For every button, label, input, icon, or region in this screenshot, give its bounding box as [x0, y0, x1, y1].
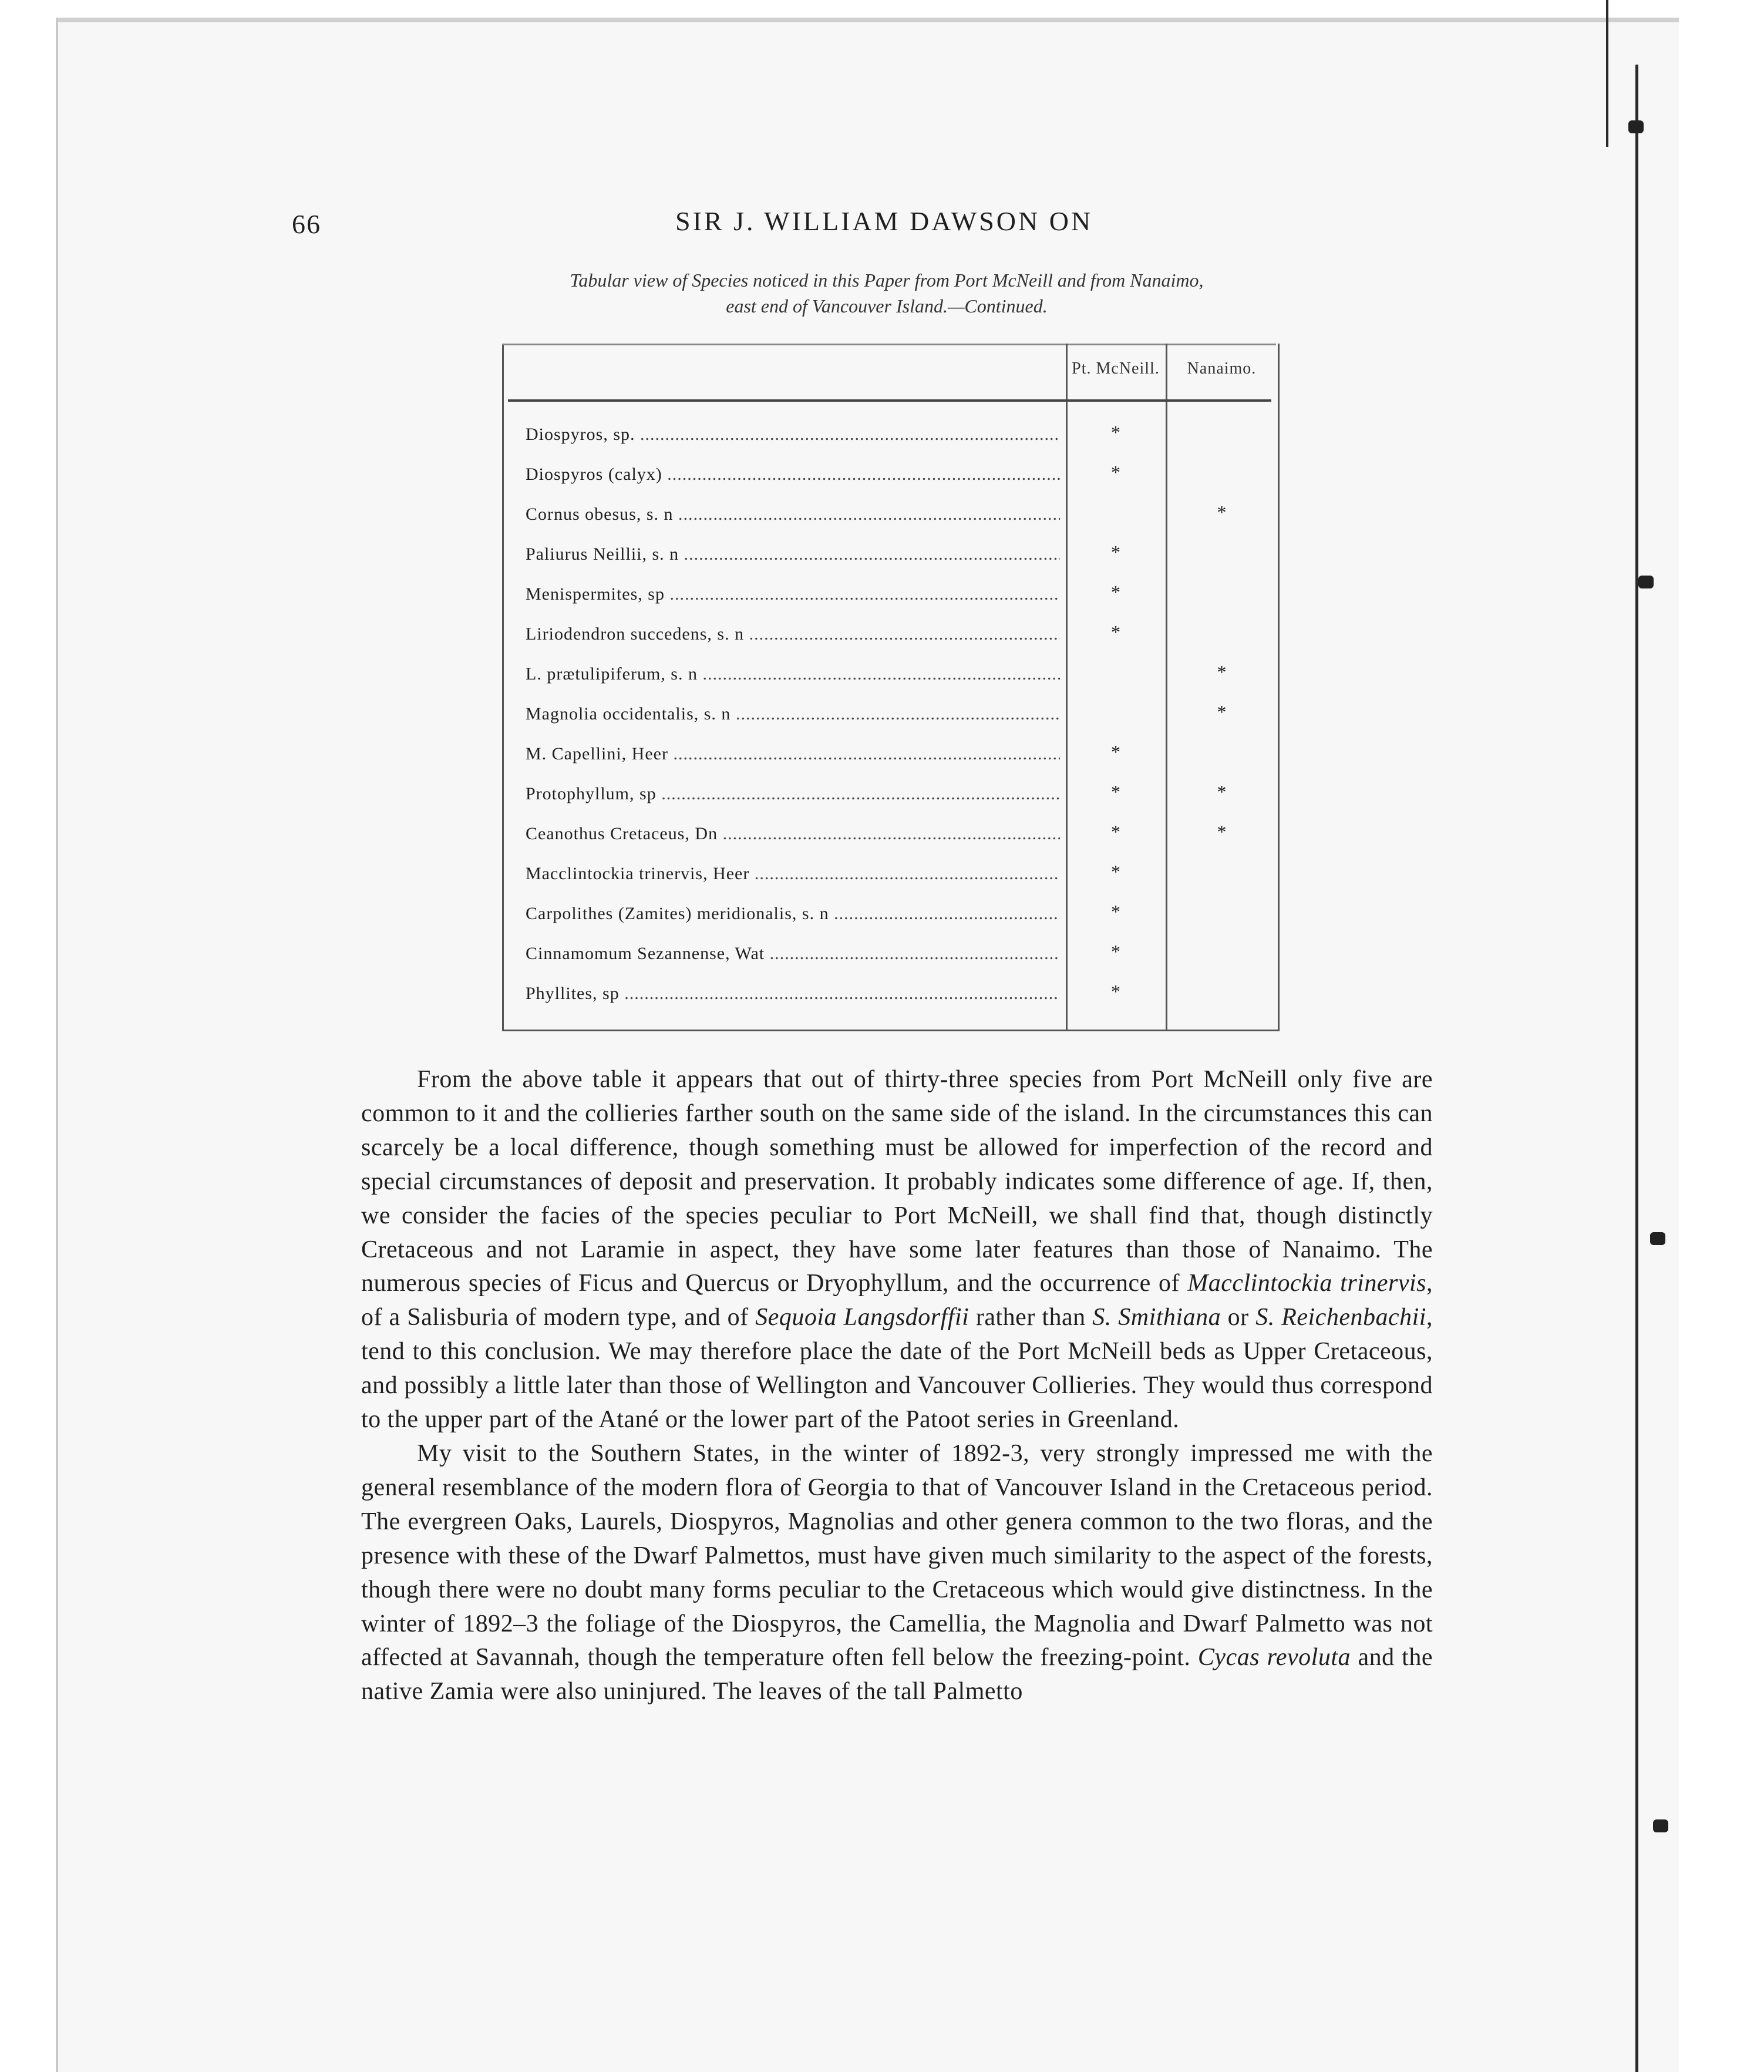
table-top-rule [502, 344, 1276, 345]
species-name: M. Capellini, Heer ..... [526, 736, 1060, 772]
mcneill-mark: * [1111, 621, 1120, 643]
mcneill-mark: * [1111, 901, 1120, 922]
species-name: Liriodendron succedens, s. n ..... [526, 617, 1060, 652]
table-row [526, 816, 1277, 852]
mcneill-mark: * [1111, 861, 1120, 882]
mcneill-mark: * [1111, 422, 1120, 443]
caption-line: east end of Vancouver Island.—Continued. [726, 295, 1048, 317]
paragraph [361, 1437, 1433, 1709]
table-row [526, 457, 1277, 492]
nanaimo-mark: * [1217, 821, 1227, 842]
mcneill-mark: * [1111, 462, 1120, 483]
running-head: SIR J. WILLIAM DAWSON ON [675, 206, 1093, 236]
italic-taxon: S. Smithiana [1092, 1304, 1221, 1331]
species-name: Ceanothus Cretaceus, Dn ..... [526, 816, 1060, 852]
table-row [526, 776, 1277, 812]
text-run: or [1221, 1304, 1256, 1331]
text-run: and the native Zamia were also uninjured. The leaves of the tall Palmetto [361, 1644, 1433, 1706]
nanaimo-mark: * [1217, 661, 1227, 682]
table-row [526, 976, 1277, 1011]
table-row [526, 896, 1277, 931]
page-top-edge [58, 18, 1679, 22]
mcneill-mark: * [1111, 781, 1120, 802]
scan-border-line [1606, 0, 1608, 147]
mcneill-mark: * [1111, 541, 1120, 563]
scan-mark [1628, 120, 1644, 133]
paragraph [361, 1063, 1433, 1437]
species-name: Cornus obesus, s. n ..... [526, 497, 1060, 532]
text-run: From the above table it appears that out of thirty-three species from Port McNeill only five are common to it and the collieries farther south on the same side of the island. In the circumstances this can scarcely be a local difference, though something must be allowed for imperfection of the record and special circumstances of deposit and preservation. It probably indicates some difference of age. If, then, we consider the facies of the species peculiar to Port McNeill, we shall find that, though distinctly Cretaceous and not Laramie in aspect, they have some later features than those of Nanaimo. The numerous species of Ficus and Quercus or Dryophyllum, and the occurrence of [361, 1066, 1433, 1297]
species-name: Macclintockia trinervis, Heer ..... [526, 856, 1060, 892]
text-run: rather than [969, 1304, 1093, 1331]
text-run: My visit to the Southern States, in the winter of 1892-3, very strongly impressed me with the general resemblance of the modern flora of Georgia to that of Vancouver Island in the Cretaceous period. The evergreen Oaks, Laurels, Diospyros, Magnolias and other genera common to the two floras, and the presence with these of the Dwarf Palmettos, must have given much similarity to the aspect of the forests, though there were no doubt many forms peculiar to the Cretaceous which would give distinctness. In the winter of 1892–3 the foliage of the Diospyros, the Camellia, the Magnolia and Dwarf Palmetto was not affected at Savannah, though the temperature often fell below the freezing-point. [361, 1439, 1433, 1671]
scan-mark [1650, 1232, 1665, 1245]
table-row [526, 856, 1277, 892]
mcneill-mark: * [1111, 941, 1120, 962]
table-row [526, 736, 1277, 772]
table-row [526, 417, 1277, 452]
column-header-nanaimo: Nanaimo. [1187, 359, 1257, 378]
italic-taxon: Cycas revoluta [1197, 1644, 1351, 1671]
species-name: Paliurus Neillii, s. n ..... [526, 537, 1060, 572]
species-name: Protophyllum, sp ..... [526, 776, 1060, 812]
page-number: 66 [292, 209, 321, 239]
species-name: Carpolithes (Zamites) meridionalis, s. n ..... [526, 896, 1060, 931]
species-name: L. prætulipiferum, s. n ..... [526, 657, 1060, 692]
species-name: Menispermites, sp ..... [526, 577, 1060, 612]
table-row [526, 657, 1277, 692]
nanaimo-mark: * [1217, 701, 1227, 722]
column-header-mcneill: Pt. McNeill. [1072, 359, 1160, 378]
table-row [526, 617, 1277, 652]
table-row [526, 697, 1277, 732]
table-row [526, 497, 1277, 532]
mcneill-mark: * [1111, 741, 1120, 762]
italic-taxon: Macclintockia trinervis [1187, 1270, 1426, 1297]
table-row [526, 537, 1277, 572]
text-run: , of a Salisburia of modern type, and of [361, 1270, 1433, 1331]
table-row [526, 936, 1277, 971]
scanned-page [56, 18, 1679, 2072]
mcneill-mark: * [1111, 981, 1120, 1002]
italic-taxon: S. Reichenbachii [1255, 1304, 1426, 1331]
nanaimo-mark: * [1217, 502, 1227, 523]
nanaimo-mark: * [1217, 781, 1227, 802]
species-name: Cinnamomum Sezannense, Wat ..... [526, 936, 1060, 971]
header-rule [508, 399, 1271, 402]
scan-border-line [1635, 65, 1638, 2072]
species-name: Diospyros (calyx) ..... [526, 457, 1060, 492]
mcneill-mark: * [1111, 581, 1120, 603]
species-name: Diospyros, sp. ..... [526, 417, 1060, 452]
body-text [361, 1063, 1433, 1709]
italic-taxon: Sequoia Langsdorffii [755, 1304, 969, 1331]
table-caption [446, 267, 1327, 319]
scan-mark [1638, 576, 1654, 588]
species-name: Phyllites, sp ..... [526, 976, 1060, 1011]
species-name: Magnolia occidentalis, s. n ..... [526, 697, 1060, 732]
scan-mark [1653, 1819, 1668, 1832]
mcneill-mark: * [1111, 821, 1120, 842]
text-run: , tend to this conclusion. We may therefore place the date of the Port McNeill beds as Upper Cretaceous, and possibly a little later than those of Wellington and Vancouver Collieries. They would thus correspond to the upper part of the Atané or the lower part of the Patoot series in Greenland. [361, 1304, 1433, 1434]
table-row [526, 577, 1277, 612]
caption-line: Tabular view of Species noticed in this Paper from Port McNeill and from Nanaimo, [570, 270, 1204, 291]
